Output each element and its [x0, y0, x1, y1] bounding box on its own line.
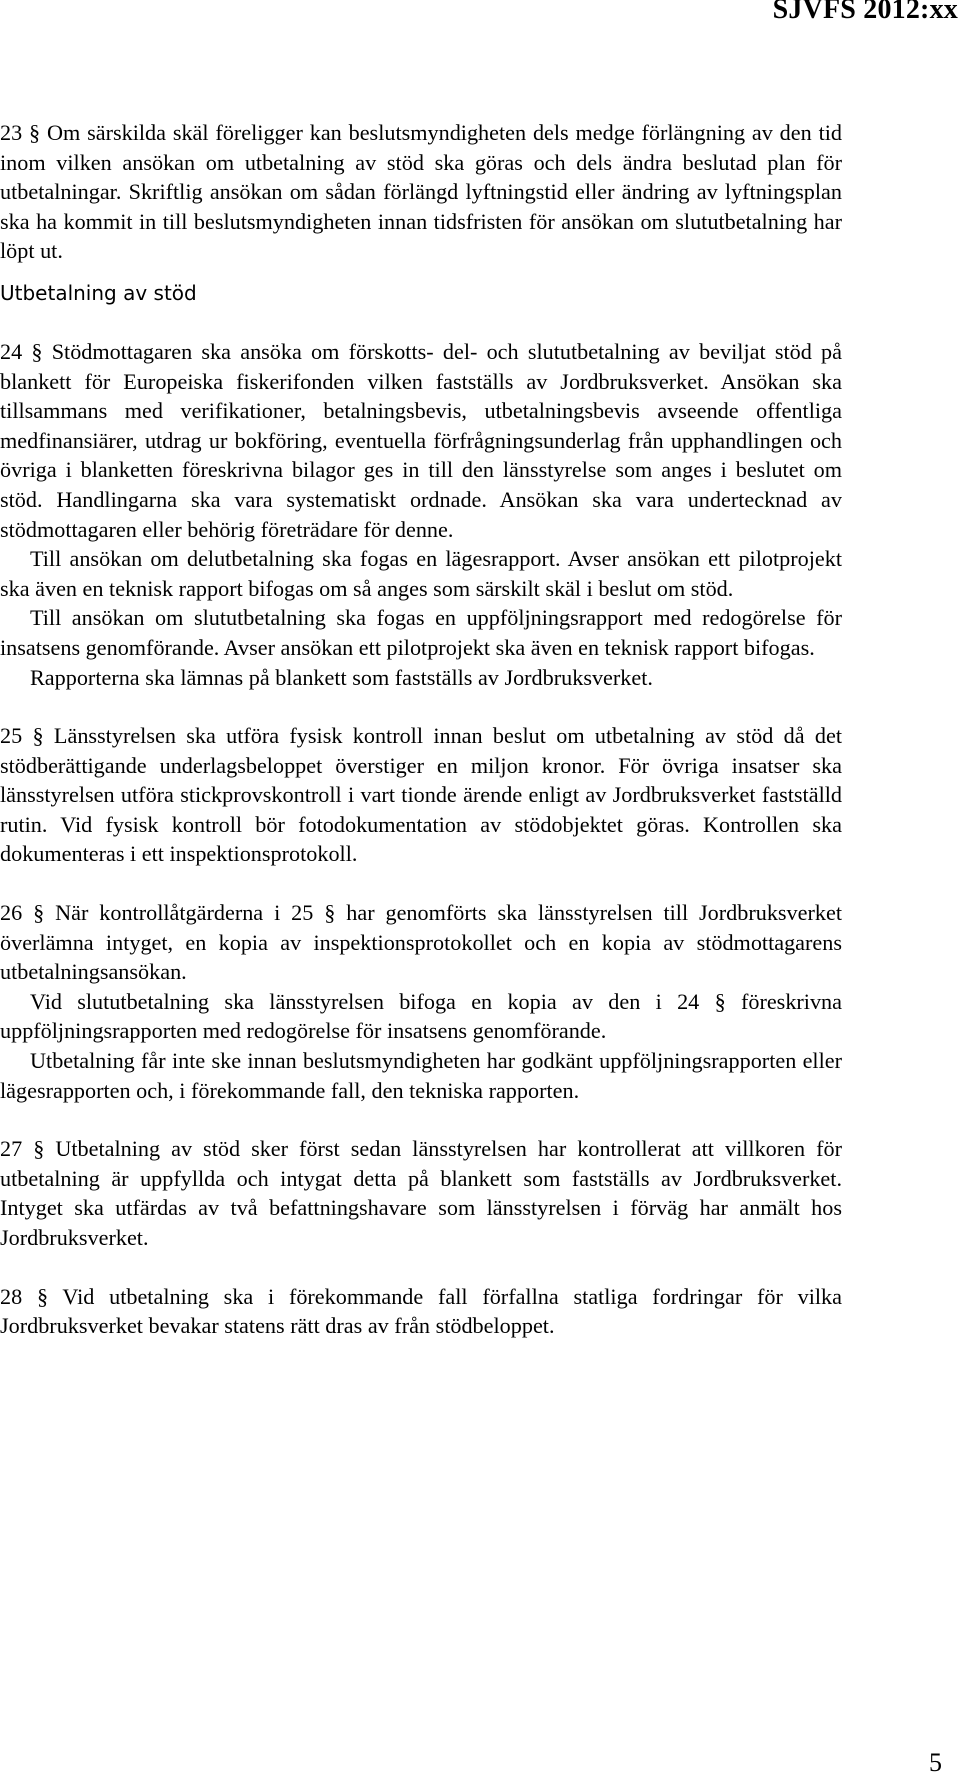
section-24-paragraph-1: 24 § Stödmottagaren ska ansöka om förskotts- del- och slututbetalning av beviljat stöd på blankett för Europeiska fiskerifonden vilken fastställs av Jordbruksverket. Ansökan ska tillsammans med verifikationer, betalningsbevis, utbetalningsbevis avseende offentliga medfinansiärer, utdrag ur bokföring, eventuella förfrågningsunderlag från upphandlingen och övriga i blanketten föreskrivna bilagor ges in till den länsstyrelse som anges i beslutet om stöd. Handlingarna ska vara systematiskt ordnade. Ansökan ska vara undertecknad av stödmottagaren eller behörig företrädare för denne.: [0, 338, 842, 542]
section-24-paragraph-3: Till ansökan om slututbetalning ska fogas en uppföljningsrapport med redogörelse för insatsens genomförande. Avser ansökan ett pilotprojekt ska även en teknisk rapport bifogas.: [0, 605, 842, 660]
section-24-paragraph-2: Till ansökan om delutbetalning ska fogas en lägesrapport. Avser ansökan ett pilotprojekt ska även en teknisk rapport bifogas om så anges som särskilt skäl i beslut om stöd.: [0, 546, 842, 601]
section-23: 23 § Om särskilda skäl föreligger kan beslutsmyndigheten dels medge förlängning av den tid inom vilken ansökan om utbetalning av stöd ska göras och dels ändra beslutad plan för utbetalningar. Skriftlig ansökan om sådan förlängd lyftningstid eller ändring av lyftningsplan ska ha kommit in till beslutsmyndigheten innan tidsfristen för ansökan om slututbetalning har löpt ut.: [0, 120, 842, 264]
section-24-paragraph-4: Rapporterna ska lämnas på blankett som fastställs av Jordbruksverket.: [30, 664, 653, 690]
section-28: 28 § Vid utbetalning ska i förekommande fall förfallna statliga fordringar för vilka Jordbruksverket bevakar statens rätt dras av från stödbeloppet.: [0, 1283, 842, 1339]
page-number: 5: [929, 1748, 942, 1777]
document-code: SJVFS 2012:xx: [772, 0, 958, 25]
section-27: 27 § Utbetalning av stöd sker först sedan länsstyrelsen har kontrollerat att villkoren för utbetalning är uppfyllda och intygat detta på blankett som fastställs av Jordbruksverket. Intyget ska utfärdas av två befattningshavare som länsstyrelsen i förväg har anmält hos Jordbruksverket.: [0, 1136, 842, 1250]
document-body: [0, 118, 842, 1341]
section-26-paragraph-3: Utbetalning får inte ske innan beslutsmyndigheten har godkänt uppföljningsrapporten eller lägesrapporten och, i förekommande fall, den tekniska rapporten.: [0, 1048, 842, 1103]
section-26-paragraph-1: 26 § När kontrollåtgärderna i 25 § har genomförts ska länsstyrelsen till Jordbruksverket överlämna intyget, en kopia av inspektionsprotokollet och en kopia av stödmottagarens utbetalningsansökan.: [0, 900, 842, 985]
section-26-paragraph-2: Vid slututbetalning ska länsstyrelsen bifoga en kopia av den i 24 § föreskrivna uppföljningsrapporten med redogörelse för insatsens genomförande.: [0, 988, 842, 1044]
section-heading: Utbetalning av stöd: [0, 280, 197, 305]
section-25: 25 § Länsstyrelsen ska utföra fysisk kontroll innan beslut om utbetalning av stöd då det stödberättigande underlagsbeloppet överstiger en miljon kronor. För övriga insatser ska länsstyrelsen utföra stickprovskontroll i vart tionde ärende enligt av Jordbruksverket fastställd rutin. Vid fysisk kontroll bör fotodokumentation av stödobjektet göras. Kontrollen ska dokumenteras i ett inspektionsprotokoll.: [0, 723, 842, 867]
